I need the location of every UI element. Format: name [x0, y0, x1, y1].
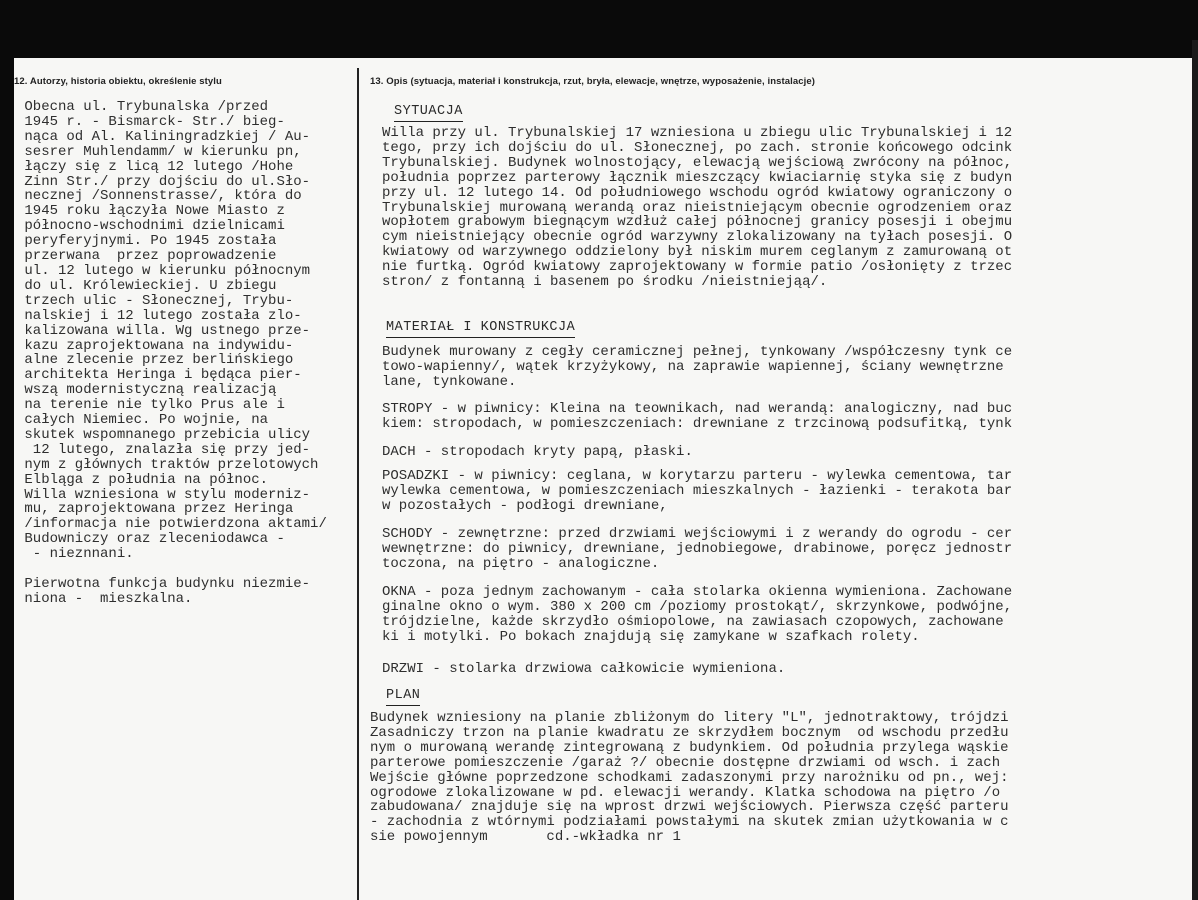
- left-column-line: wszą modernistyczną realizacją: [16, 382, 277, 399]
- posadzki-text: POSADZKI - w piwnicy: ceglana, w korytarzu parteru - wylewka cementowa, tar wylewka cementowa, w pomieszczeniach mieszkalnych - łazienki - terakota bar w pozostałych - podłogi drewniane,: [382, 469, 1013, 514]
- left-column-line: kazu zaprojektowana na indywidu-: [16, 337, 294, 354]
- left-column-line: Elbląga z południa na północ.: [16, 471, 269, 488]
- left-column-line: Budowniczy oraz zleceniodawca -: [16, 531, 285, 548]
- left-column-line: łączy się z licą 12 lutego /Hohe: [16, 158, 294, 175]
- left-column-line: peryferyjnymi. Po 1945 została: [16, 233, 277, 250]
- stropy-text: STROPY - w piwnicy: Kleina na teownikach, nad werandą: analogiczny, nad buc kiem: stropodach, w pomieszczeniach: drewniane z trzcinową podsufitką, tynk: [382, 402, 1013, 432]
- section-posadzki: [382, 469, 1192, 514]
- section-stropy: [382, 402, 1192, 432]
- scan-border-left: [0, 0, 14, 900]
- document-page: [14, 58, 1192, 900]
- scan-border-right: [1192, 40, 1198, 900]
- header-right: 13. Opis (sytuacja, materiał i konstrukcja, rzut, bryła, elewacje, wnętrze, wyposażenie, instalacje): [370, 76, 816, 87]
- section-dach: [382, 445, 1192, 460]
- left-column-line: niona - mieszkalna.: [16, 590, 193, 607]
- left-column-line: architekta Heringa i będąca pier-: [16, 367, 302, 384]
- left-column-line: necznej /Sonnenstrasse/, która do: [16, 188, 302, 205]
- section-sytuacja: [382, 126, 1192, 290]
- left-column-line: Pierwotna funkcja budynku niezmie-: [16, 576, 311, 592]
- schody-text: SCHODY - zewnętrzne: przed drzwiami wejściowymi i z werandy do ogrodu - cer wewnętrzne: do piwnicy, drewniane, jednobiegowe, drabinowe, poręcz jednostr toczona, na piętro - analogiczne.: [382, 527, 1013, 572]
- left-column-line: Zinn Str./ przy dojściu do ul.Sło-: [16, 173, 311, 190]
- section-plan: [370, 711, 1192, 845]
- okna-text: OKNA - poza jednym zachowanym - cała stolarka okienna wymieniona. Zachowane ginalne okno o wym. 380 x 200 cm /poziomy prostokąt/, skrzynkowe, podwójne, trójdzielne, każde skrzydło ośmiopolowe, na zawiasach czopowych, zachowane ki i motylki. Po bokach znajdują się zamykane w szafkach rolety.: [382, 585, 1013, 645]
- left-column: [16, 100, 372, 607]
- left-column-line: Willa wzniesiona w stylu moderniz-: [16, 486, 311, 503]
- left-column-line: przerwana przez poprowadzenie: [16, 248, 277, 265]
- heading-sytuacja: SYTUACJA: [394, 104, 463, 119]
- left-column-text: [16, 100, 372, 607]
- left-column-line: alne zlecenie przez berlińskiego: [16, 352, 294, 369]
- left-column-line: Obecna ul. Trybunalska /przed: [16, 99, 269, 115]
- scan-border-top: [0, 0, 1198, 58]
- material-budynek-text: Budynek murowany z cegły ceramicznej pełnej, tynkowany /współczesny tynk ce towo-wapienny/, wątek krzyżykowy, na zaprawie wapiennej, ściany wewnętrzne lane, tynkowane.: [382, 345, 1013, 390]
- heading-material: MATERIAŁ I KONSTRUKCJA: [386, 320, 575, 335]
- dach-text: DACH - stropodach kryty papą, płaski.: [382, 445, 693, 460]
- left-column-line: nalskiej i 12 lutego została zlo-: [16, 307, 302, 324]
- heading-plan: PLAN: [386, 688, 420, 703]
- drzwi-text: DRZWI - stolarka drzwiowa całkowicie wymieniona.: [382, 662, 786, 677]
- section-okna: [382, 585, 1192, 645]
- left-column-line: 1945 roku łączyła Nowe Miasto z: [16, 203, 285, 220]
- left-column-line: sesrer Muhlendamm/ w kierunku pn,: [16, 143, 302, 160]
- left-column-line: na terenie nie tylko Prus ale i: [16, 397, 285, 414]
- section-schody: [382, 527, 1192, 572]
- left-column-line: kalizowana willa. Wg ustnego prze-: [16, 322, 311, 339]
- plan-text: Budynek wzniesiony na planie zbliżonym do litery "L", jednotraktowy, trójdzi Zasadniczy trzon na planie kwadratu ze skrzydłem bocznym od wschodu przedłu nym o murowaną werandę zintegrowaną z budynkiem. Od południa przylega wąskie parterowe pomieszczenie /garaż ?/ obecnie dostępne drzwiami od wsch. i zach Wejście główne poprzedzone schodkami zadaszonymi przy narożniku od pn., wej: ogrodowe zlokalizowane w pd. elewacji werandy. Klatka schodowa na piętro /o zabudowana/ znajduje się na wprost drzwi wejściowych. Pierwsza część parteru - zachodnia z wtórnymi podziałami powstałymi na skutek zmian użytkowania w c sie powojennym cd.-wkładka nr 1: [370, 711, 1009, 846]
- left-column-line: całych Niemiec. Po wojnie, na: [16, 412, 269, 429]
- left-column-line: skutek wspomnanego przebicia ulicy: [16, 426, 311, 443]
- left-column-line: do ul. Królewieckiej. U zbiegu: [16, 277, 277, 294]
- left-column-line: nym z głównych traktów przelotowych: [16, 456, 319, 473]
- left-column-line: północno-wschodnimi dzielnicami: [16, 218, 285, 235]
- left-column-line: - nieznnani.: [16, 546, 134, 563]
- left-column-line: mu, zaprojektowana przez Heringa: [16, 501, 294, 518]
- section-material-budynek: [382, 345, 1192, 390]
- left-column-line: /informacja nie potwierdzona aktami/: [16, 516, 327, 533]
- left-column-line: 12 lutego, znalazła się przy jed-: [16, 441, 311, 458]
- left-column-line: nąca od Al. Kaliningradzkiej / Au-: [16, 128, 311, 145]
- section-drzwi: [382, 662, 1192, 677]
- left-column-line: trzech ulic - Słonecznej, Trybu-: [16, 292, 294, 309]
- left-column-line: ul. 12 lutego w kierunku północnym: [16, 262, 311, 279]
- left-column-line: 1945 r. - Bismarck- Str./ bieg-: [16, 113, 285, 130]
- header-left: 12. Autorzy, historia obiektu, określenie stylu: [14, 76, 222, 87]
- sytuacja-text: Willa przy ul. Trybunalskiej 17 wzniesiona u zbiegu ulic Trybunalskiej i 12 tego, przy ich dojściu do ul. Słonecznej, po zach. stronie końcowego odcink Trybunalskiej. Budynek wolnostojący, elewacją wejściową zwrócony na północ, południa poprzez parterowy łącznik mieszczący kwiaciarnię styka się z budyn przy ul. 12 lutego 14. Od południowego wschodu ogród kwiatowy ograniczony o Trybunalskiej murowaną werandą oraz nieistniejącym obecnie ogrodzeniem oraz wopłotem grabowym biegnącym wzdłuż całej północnej granicy posesji i obejmu cym nieistniejący obecnie ogród warzywny zlokalizowany na tyłach posesji. O kwiatowy od warzywnego oddzielony był niskim murem ceglanym z zamurowaną ot nie furtką. Ogród kwiatowy zaprojektowany w formie patio /osłonięty z trzec stron/ z fontanną i basenem po środku /nieistniejąą/.: [382, 126, 1013, 290]
